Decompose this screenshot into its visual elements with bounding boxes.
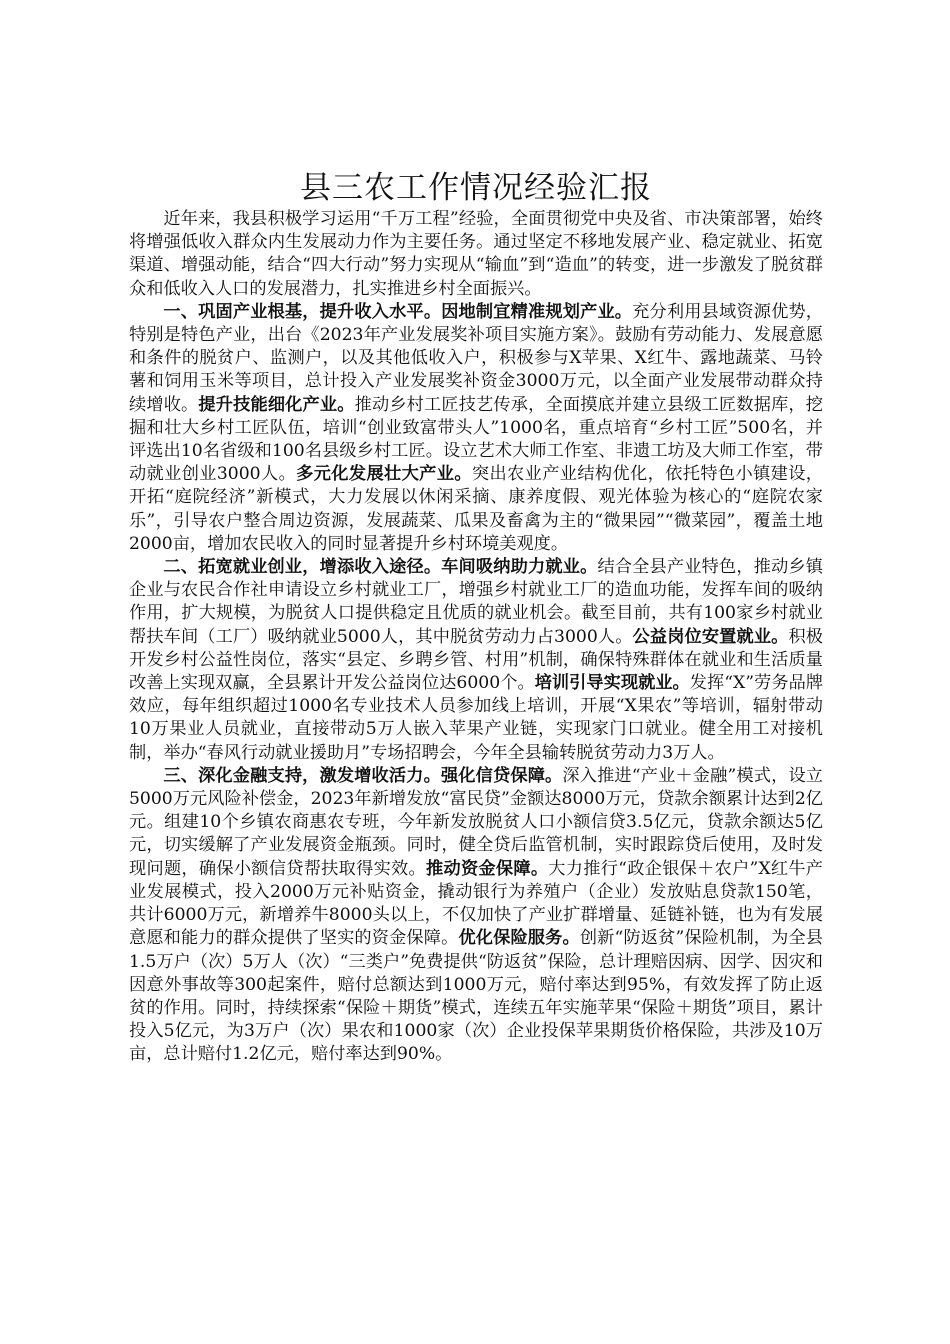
section-3-paragraph — [129, 765, 823, 1067]
section-1-text-3: 突出农业产业结构优化，依托特色小镇建设，开拓“庭院经济”新模式，大力发展以休闲采摘、康养度假、观光体验为核心的“庭院农家乐”，引导农户整合周边资源，发展蔬菜、瓜果及畜禽为主的“微果园”“微菜园”，覆盖土地2000亩，增加农民收入的同时显著提升乡村环境美观度。 — [129, 464, 823, 554]
section-2-text-3: 发挥“X”劳务品牌效应，每年组织超过1000名专业技术人员参加线上培训，开展“X果农”等培训，辐射带动10万果业人员就业，直接带动5万人嵌入苹果产业链，实现家门口就业。健全用工对接机制，举办“春风行动就业援助月”专场招聘会，今年全县输转脱贫劳动力3万人。 — [129, 673, 824, 763]
section-1-heading: 一、巩固产业根基，提升收入水平。 — [163, 301, 442, 322]
section-3-text-1: 深入推进“产业＋金融”模式，设立5000万元风险补偿金，2023年新增发放“富民贷”金额达8000万元，贷款余额累计达到2亿元。组建10个乡镇农商惠农专班，今年新发放脱贫人口小额信贷3.5亿元，贷款余额达5亿元，切实缓解了产业发展资金瓶颈。同时，健全贷后监管机制，实时跟踪贷后使用，及时发现问题，确保小额信贷帮扶取得实效。 — [129, 765, 823, 879]
section-1-sub-1: 因地制宜精准规划产业。 — [441, 301, 633, 322]
intro-text: 近年来，我县积极学习运用“千万工程”经验，全面贯彻党中央及省、市决策部署，始终将增强低收入群众内生发展动力作为主要任务。通过坚定不移地发展产业、稳定就业、拓宽渠道、增强动能，结合“四大行动”努力实现从“输血”到“造血”的转变，进一步激发了脱贫群众和低收入人口的发展潜力，扎实推进乡村全面振兴。 — [129, 209, 823, 299]
document-page — [129, 168, 823, 1067]
section-2-sub-2: 公益岗位安置就业。 — [632, 626, 789, 647]
section-1-sub-3: 多元化发展壮大产业。 — [296, 464, 472, 485]
intro-paragraph — [129, 208, 823, 301]
section-2-paragraph — [129, 556, 823, 765]
section-3-sub-3: 优化保险服务。 — [458, 928, 580, 949]
section-3-sub-1: 强化信贷保障。 — [440, 765, 563, 786]
section-3-text-3: 创新“防返贫”保险机制，为全县1.5万户（次）5万人（次）“三类户”免费提供“防返贫”保险，总计理赔因病、因学、因灾和因意外事故等300起案件，赔付总额达到1000万元，赔付率达到95%，有效发挥了防止返贫的作用。同时，持续探索“保险＋期货”模式，连续五年实施苹果“保险＋期货”项目，累计投入5亿元，为3万户（次）果农和1000家（次）企业投保苹果期货价格保险，共涉及10万亩，总计赔付1.2亿元，赔付率达到90%。 — [129, 928, 823, 1065]
section-2-sub-3: 培训引导实现就业。 — [534, 673, 690, 694]
section-2-text-1: 结合全县产业特色，推动乡镇企业与农民合作社申请设立乡村就业工厂，增强乡村就业工厂的造血功能，发挥车间的吸纳作用，扩大规模，为脱贫人口提供稳定且优质的就业机会。截至目前，共有100家乡村就业帮扶车间（工厂）吸纳就业5000人，其中脱贫劳动力占3000人。 — [129, 557, 823, 647]
section-3-text-2: 大力推行“政企银保＋农户”X红牛产业发展模式，投入2000万元补贴资金，撬动银行为养殖户（企业）发放贴息贷款150笔，共计6000万元，新增养牛8000头以上，不仅加快了产业扩群增量、延链补链，也为有发展意愿和能力的群众提供了坚实的资金保障。 — [129, 858, 823, 949]
section-1-text-2: 推动乡村工匠技艺传承，全面摸底并建立县级工匠数据库，挖掘和壮大乡村工匠队伍，培训“创业致富带头人”1000名，重点培育“乡村工匠”500名，并评选出10名省级和100名县级乡村工匠。设立艺术大师工作室、非遗工坊及大师工作室，带动就业创业3000人。 — [129, 394, 823, 485]
document-title: 县三农工作情况经验汇报 — [300, 170, 652, 206]
section-1-paragraph — [129, 301, 823, 556]
section-3-heading: 三、深化金融支持，激发增收活力。 — [163, 765, 441, 786]
section-3-sub-2: 推动资金保障。 — [426, 858, 549, 879]
section-1-sub-2: 提升技能细化产业。 — [198, 394, 355, 415]
section-1-text-1: 充分利用县域资源优势，特别是特色产业，出台《2023年产业发展奖补项目实施方案》。鼓励有劳动能力、发展意愿和条件的脱贫户、监测户，以及其他低收入户，积极参与X苹果、X红牛、露地蔬菜、马铃薯和饲用玉米等项目，总计投入产业发展奖补资金3000万元，以全面产业发展带动群众持续增收。 — [129, 301, 823, 415]
section-2-sub-1: 车间吸纳助力就业。 — [441, 557, 598, 578]
section-2-text-2: 积极开发乡村公益性岗位，落实“县定、乡聘乡管、村用”机制，确保特殊群体在就业和生活质量改善上实现双赢，全县累计开发公益岗位达6000个。 — [129, 626, 823, 694]
section-2-heading: 二、拓宽就业创业，增添收入途径。 — [163, 557, 442, 578]
